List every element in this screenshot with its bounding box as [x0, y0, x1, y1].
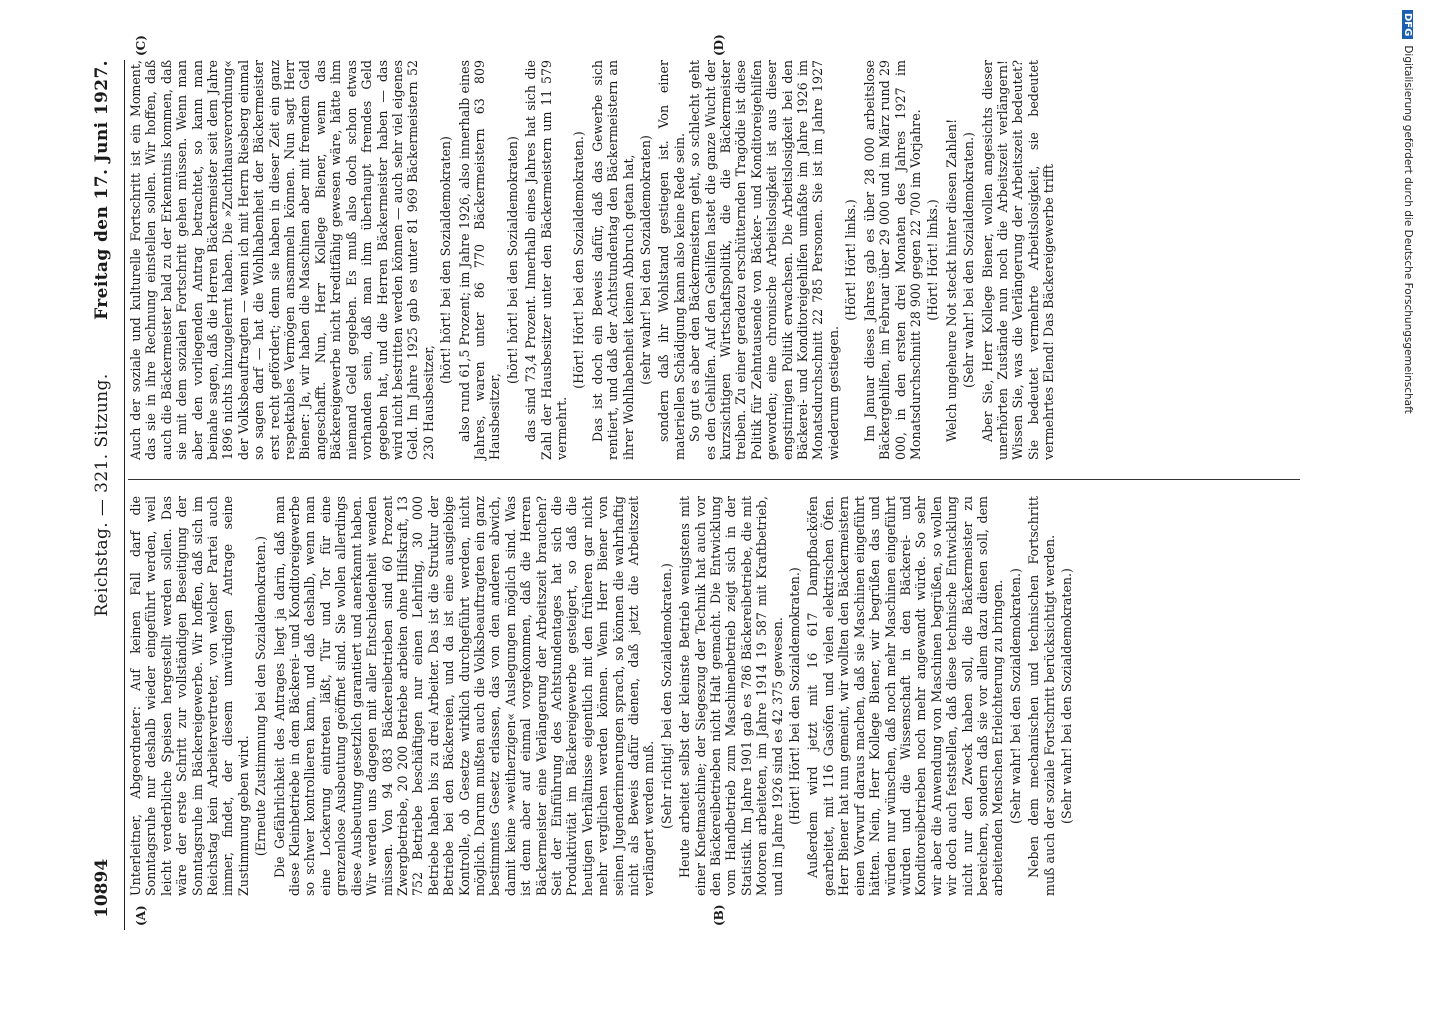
paragraph: Unterleitner, Abgeordneter: Auf keinen Fall darf die Sonntagsruhe nur deshalb wieder eingeführt werden, weil leicht verderbliche Speisen hergestellt werden sollen. Das wäre der erste Schritt zur vollständigen Beseitigung der Sonntagsruhe im Bäckereigewerbe. Wir hoffen, daß sich im Reichstag kein Arbeitervertreter, von welcher Partei auch immer, findet, der diesem unwürdigen Antrage seine Zustimmung geben wird.: [128, 496, 251, 896]
paragraph: So gut es aber den Bäckermeistern geht, so schlecht geht es den Gehilfen. Auf den Gehilfen lastet die ganze Wucht der kurzsichtigen Wirtschaftspolitik, die die Bäckermeister treiben. Zu einer geradezu erschütternden Tragödie ist diese Politik für Zehntausende von Bäcker- und Konditoreigehilfen geworden; eine chronische Arbeitslosigkeit ist aus dieser engstirnigen Politik erwachsen. Die Arbeitslosigkeit bei den Bäckerei- und Konditoreigehilfen umfaßte im Jahre 1926 im Monatsdurchschnitt 22 785 Personen. Sie ist im Jahre 1927 wiederum gestiegen.: [687, 60, 841, 460]
interjection: (Sehr wahr! bei den Sozialdemokraten.): [1058, 568, 1074, 824]
dfg-logo: DFG: [1402, 10, 1413, 39]
interjection: (Hört! Hört! links.): [925, 199, 941, 321]
text-column-right: [128, 60, 1300, 460]
margin-mark-a: (A): [134, 905, 148, 926]
paragraph: sondern daß ihr Wohlstand gestiegen ist. Von einer materiellen Schädigung kann also keine Rede sein.: [656, 60, 687, 460]
paragraph: Neben dem mechanischen und technischen Fortschritt muß auch der soziale Fortschritt berücksichtigt werden.: [1026, 496, 1057, 896]
margin-mark-d: (D): [712, 34, 726, 56]
text-column-left: [128, 496, 1300, 896]
paragraph: das sind 73,4 Prozent. Innerhalb eines Jahres hat sich die Zahl der Hausbesitzer unter den Bäckermeistern um 11 579 vermehrt.: [523, 60, 569, 460]
dfg-credit: [1396, 10, 1414, 1010]
dfg-credit-text: Digitalisierung gefördert durch die Deutsche Forschungsgemeinschaft: [1402, 45, 1414, 414]
margin-mark-c: (C): [134, 35, 148, 56]
interjection: (Hört! Hört! bei den Sozialdemokraten.): [787, 567, 803, 825]
paragraph: also rund 61,5 Prozent; im Jahre 1926, also innerhalb eines Jahres, waren unter 86 770 Bäckermeistern 63 809 Hausbesitzer,: [456, 60, 503, 460]
interjection: (sehr wahr! bei den Sozialdemokraten): [638, 135, 653, 385]
interjection: (Sehr richtig! bei den Sozialdemokraten.): [658, 563, 674, 829]
page-number: 10894: [92, 858, 112, 918]
paragraph: Die Gefährlichkeit des Antrages liegt ja darin, daß man diese Kleinbetriebe in dem Bäckerei- und Konditoreigewerbe so schwer kontrollieren kann, und daß deshalb, wenn man eine Lockerung eintreten läßt, Tür und Tor für eine grenzenlose Ausbeutung geöffnet sind. Sie wollen allerdings diese Ausbeutung gesetzlich garantiert und anerkannt haben. Wir werden uns dagegen mit aller Entschiedenheit wenden müssen. Von 94 083 Bäckereibetrieben sind 60 Prozent Zwergbetriebe, 20 200 Betriebe arbeiten ohne Hilfskraft, 13 752 Betriebe beschäftigen nur einen Lehrling, 30 000 Betriebe haben bis zu drei Arbeiter. Das ist die Struktur der Betriebe bei den Bäckereien, und da ist eine ausgiebige Kontrolle, ob Gesetze wirklich durchgeführt werden, nicht möglich. Darum mußten auch die Volksbeauftragten ein ganz bestimmtes Gesetz erlassen, das von den anderen abwich, damit keine »weitherzigen« Auslegungen möglich sind. Was ist denn aber auf einmal vorgekommen, daß die Herren Bäckermeister eine Verlängerung der Arbeitszeit brauchen? Seit der Einführung des Achtstundentages hat sich die Produktivität im Bäckereigewerbe gesteigert, so daß die heutigen Verhältnisse eigentlich mit den früheren gar nicht mehr verglichen werden können. Wenn Herr Biener von seinen Jugenderinnerungen sprach, so können die wahrhaftig nicht als Beweis dafür dienen, daß jetzt die Arbeitszeit verlängert werden muß.: [271, 496, 657, 896]
column-divider: [128, 479, 1300, 480]
paragraph: Welch ungeheure Not steckt hinter diesen Zahlen!: [943, 118, 959, 442]
session-title: Reichstag. — 321. Sitzung.: [92, 373, 112, 617]
page-header: [84, 60, 125, 930]
paragraph: Aber Sie, Herr Kollege Biener, wollen angesichts dieser unerhörten Zustände nun noch die Arbeitszeit verlängern! Wissen Sie, was die Verlängerung der Arbeitszeit bedeutet? Sie bedeutet vermehrte Arbeitslosigkeit, sie bedeutet vermehrtes Elend! Das Bäckereigewerbe trifft: [979, 60, 1057, 460]
interjection: (Sehr wahr! bei den Sozialdemokraten.): [1007, 568, 1023, 824]
interjection: (Hört! Hört! bei den Sozialdemokraten.): [571, 131, 587, 389]
paragraph: Auch der soziale und kulturelle Fortschritt ist ein Moment, das sie in ihre Rechnung einstellen sollen. Wir hoffen, daß auch die Bäckermeister bald zu der Erkenntnis kommen, daß sie mit dem sozialen Fortschritt gehen müssen. Wenn man aber den vorliegenden Antrag betrachtet, so kann man beinahe sagen, daß die Herren Bäckermeister seit dem Jahre 1896 nichts hinzugelernt haben. Die »Zuchthausverordnung« der Volksbeauftragten — wenn ich mit Herrn Riesberg einmal so sagen darf — hat die Wohlhabenheit der Bäckermeister erst recht gefördert; denn sie haben in dieser Zeit ein ganz respektables Vermögen ansammeln können. Nun sagt Herr Biener: Ja, wir haben die Maschinen aber mit fremdem Geld angeschafft. Nun, Herr Kollege Biener, wenn das Bäckereigewerbe nicht kreditfähig gewesen wäre, hätte ihm niemand Geld gegeben. Es muß also doch schon etwas vorhanden sein, daß man ihm überhaupt fremdes Geld gegeben hat, und die Herren Bäckermeister haben — das wird nicht bestritten werden können — auch sehr viel eigenes Geld. Im Jahre 1925 gab es unter 81 969 Bäckermeistern 52 230 Hausbesitzer,: [128, 60, 436, 460]
interjection: (Sehr wahr! bei den Sozialdemokraten.): [961, 132, 977, 388]
interjection: (Erneute Zustimmung bei den Sozialdemokraten.): [253, 535, 269, 857]
paragraph: Im Januar dieses Jahres gab es über 28 000 arbeitslose Bäckergehilfen, im Februar über 29 000 und im März rund 29 000, in den ersten drei Monaten des Jahres 1927 im Monatsdurchschnitt 28 900 gegen 22 700 im Vorjahre.: [861, 60, 923, 460]
interjection: (Hört! Hört! links.): [843, 199, 859, 321]
interjection: (hört! hört! bei den Sozialdemokraten): [438, 136, 454, 384]
paragraph: Heute arbeitet selbst der kleinste Betrieb wenigstens mit einer Knetmaschine; der Siegeszug der Technik hat auch vor den Bäckereibetrieben nicht Halt gemacht. Die Entwicklung vom Handbetrieb zum Maschinenbetrieb zeigt sich in der Statistik. Im Jahre 1901 gab es 786 Bäckereibetriebe, die mit Motoren arbeiteten, im Jahre 1914 19 587 mit Kraftbetrieb, und im Jahre 1926 sind es 42 375 gewesen.: [677, 496, 785, 896]
paragraph: Außerdem wird jetzt mit 16 617 Dampfbacköfen gearbeitet, mit 116 Gasöfen und vielen elektrischen Öfen. Herr Biener hat nun gemeint, wir wollten den Bäckermeistern einen Vorwurf daraus machen, daß sie Maschinen eingeführt hätten. Nein, Herr Kollege Biener, wir begrüßen das und würden nur wünschen, daß noch mehr Maschinen eingeführt würden und die Wissenschaft in den Bäckerei- und Konditoreibetrieben noch mehr angewandt würde. So sehr wir aber die Anwendung von Maschinen begrüßen, so wollen wir doch auch feststellen, daß diese technische Entwicklung nicht nur den Zweck haben soll, die Bäckermeister zu bereichern, sondern daß sie vor allem dazu dienen soll, dem arbeitenden Menschen Erleichterung zu bringen.: [805, 496, 1006, 896]
interjection: (hört! hört! bei den Sozialdemokraten): [504, 136, 520, 384]
session-date: Freitag den 17. Juni 1927.: [92, 60, 112, 320]
margin-mark-b: (B): [712, 904, 726, 926]
paragraph: Das ist doch ein Beweis dafür, daß das Gewerbe sich rentiert, und daß der Achtstundentag den Bäckermeistern an ihrer Wohlhabenheit keinen Abbruch getan hat,: [589, 60, 636, 460]
